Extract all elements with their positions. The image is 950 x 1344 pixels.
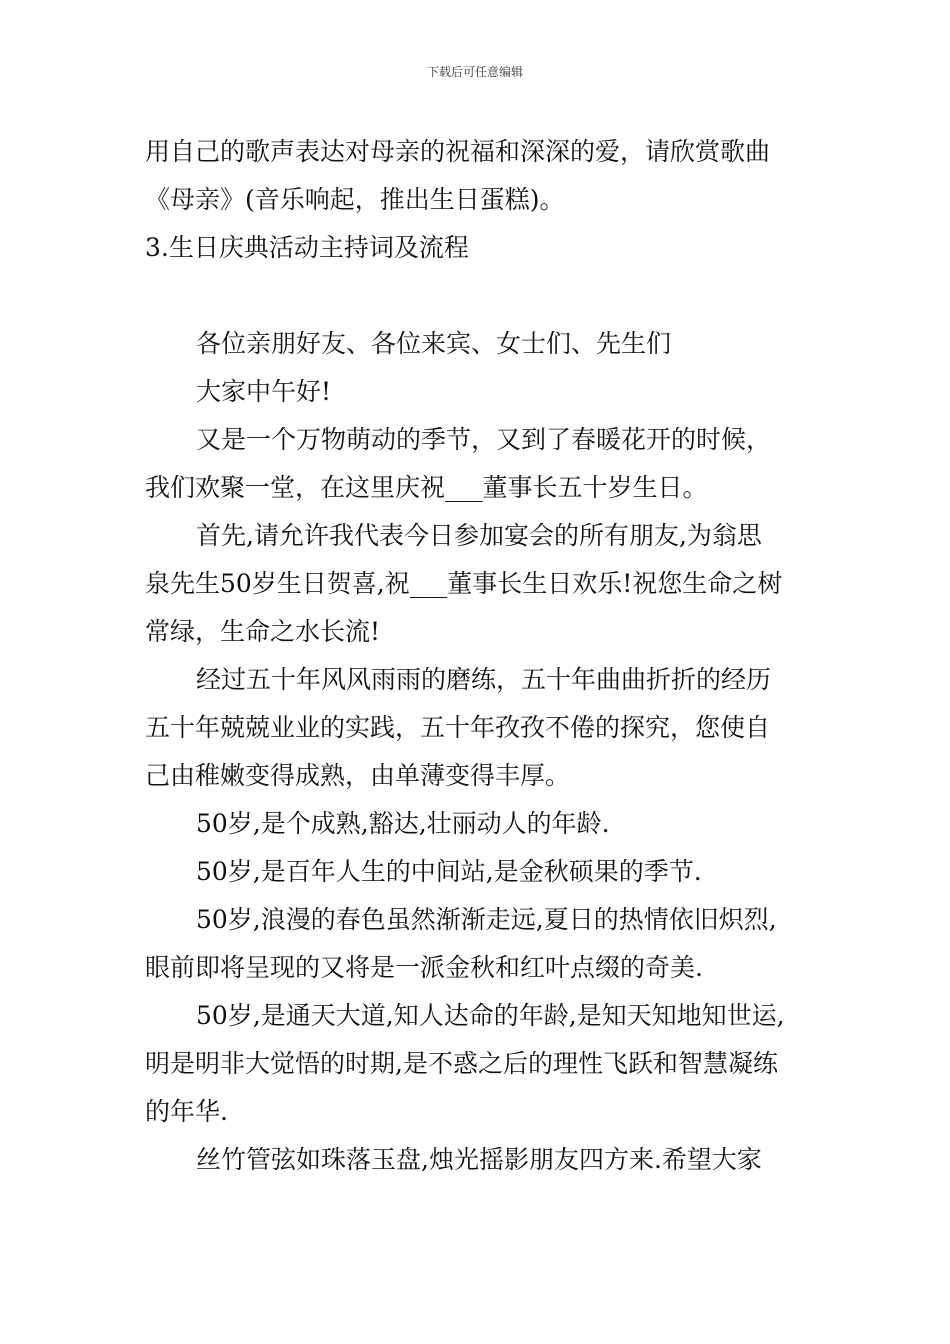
section-heading: 3.生日庆典活动主持词及流程 <box>145 233 469 262</box>
paragraph-start: 50岁,是通天大道,知人达命的年龄,是知天知地知世运, <box>196 1001 785 1030</box>
text-line: 我们欢聚一堂，在这里庆祝___董事长五十岁生日。 <box>145 473 708 502</box>
paragraph-start: 50岁,浪漫的春色虽然渐渐走远,夏日的热情依旧炽烈, <box>196 905 777 934</box>
greeting-line: 各位亲朋好友、各位来宾、女士们、先生们 <box>196 329 672 358</box>
paragraph-start: 经过五十年风风雨雨的磨练，五十年曲曲折折的经历 <box>196 665 772 694</box>
text-line: 五十年兢兢业业的实践，五十年孜孜不倦的探究，您使自 <box>145 713 771 742</box>
text-line: 泉先生50岁生日贺喜,祝___董事长生日欢乐!祝您生命之树 <box>145 569 783 598</box>
blank-line <box>145 272 810 320</box>
paragraph-start: 首先,请允许我代表今日参加宴会的所有朋友,为翁思 <box>196 521 762 550</box>
text-line: 的年华. <box>145 1097 228 1126</box>
text-line: 己由稚嫩变得成熟，由单薄变得丰厚。 <box>145 761 571 790</box>
page-header: 下载后可任意编辑 <box>426 65 523 79</box>
paragraph-start: 又是一个万物萌动的季节，又到了春暖花开的时候， <box>196 425 772 454</box>
text-line: 明是明非大觉悟的时期,是不惑之后的理性飞跃和智慧凝练 <box>145 1049 778 1078</box>
text-line: 眼前即将呈现的又将是一派金秋和红叶点缀的奇美. <box>145 953 703 982</box>
text-line: 《母亲》(音乐响起，推出生日蛋糕)。 <box>145 185 565 214</box>
text-line: 常绿，生命之水长流! <box>145 617 381 646</box>
greeting-line: 大家中午好! <box>196 377 332 406</box>
paragraph-start: 50岁,是个成熟,豁达,壮丽动人的年龄. <box>196 809 610 838</box>
text-line: 用自己的歌声表达对母亲的祝福和深深的爱，请欣赏歌曲 <box>145 137 771 166</box>
paragraph-start: 丝竹管弦如珠落玉盘,烛光摇影朋友四方来.希望大家 <box>196 1145 762 1174</box>
paragraph-start: 50岁,是百年人生的中间站,是金秋硕果的季节. <box>196 857 702 886</box>
document-body <box>145 128 810 1184</box>
